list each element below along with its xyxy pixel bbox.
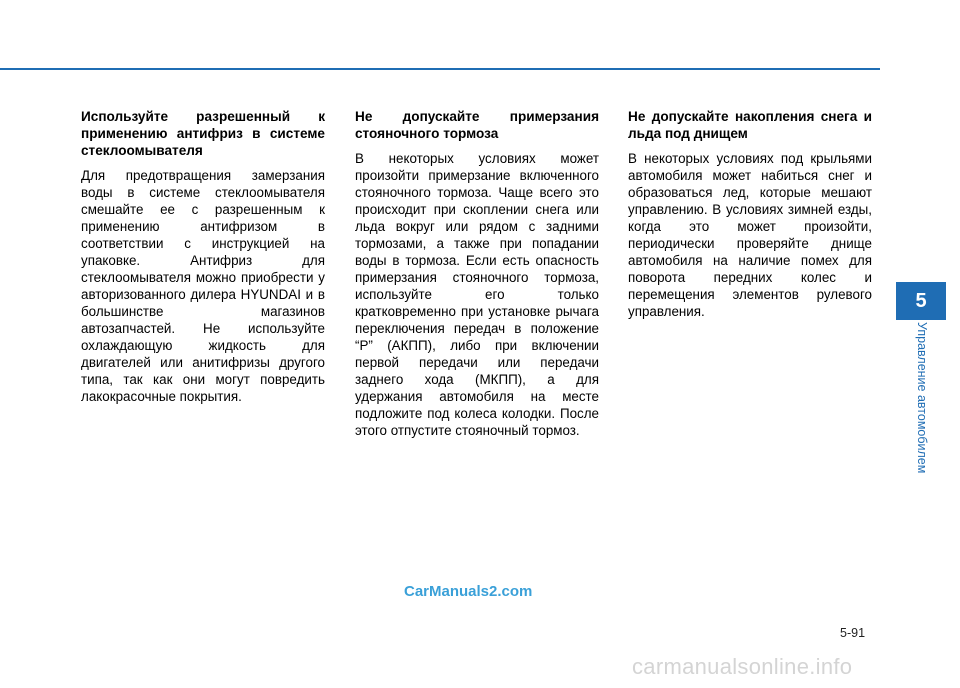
section-heading: Используйте разрешенный к применению антифриз в системе стеклоомывателя bbox=[81, 109, 325, 158]
section-body: В некоторых условиях может произойти примерзание включенного стояночного тормоза. Чаще всего это происходит при скоплении снега или льда вокруг или рядом с задними тормозами, а также при попадании воды в тормоза. Если есть опасность примерзания стояночного тормоза, используйте его только кратковременно при установке рычага переключения передач в положение “P” (АКПП), либо при включении первой передачи или передачи заднего хода (МКПП), а для удержания автомобиля на месте подложите под колеса колодки. После этого отпустите стояночный тормоз. bbox=[355, 151, 599, 438]
watermark-link[interactable]: CarManuals2.com bbox=[404, 583, 533, 600]
column-snow-ice bbox=[628, 108, 872, 320]
chapter-title: Управление автомобилем bbox=[915, 322, 929, 474]
section-heading: Не допускайте накопления снега и льда под днищем bbox=[628, 109, 872, 141]
top-rule bbox=[0, 68, 880, 70]
column-parking-brake bbox=[355, 108, 599, 439]
section-body: Для предотвращения замерзания воды в системе стеклоомывателя смешайте ее с разрешенным к применению антифризом в соответствии с инструкцией на упаковке. Антифриз для стеклоомывателя можно приобрести у авторизованного дилера HYUNDAI и в большинстве магазинов автозапчастей. Не используйте охлаждающую жидкость для двигателей или анитифризы другого типа, так как они могут повредить лакокрасочные покрытия. bbox=[81, 168, 325, 404]
page-number: 5-91 bbox=[840, 626, 866, 640]
footer-watermark: carmanualsonline.info bbox=[632, 654, 853, 679]
section-heading: Не допускайте примерзания стояночного тормоза bbox=[355, 109, 599, 141]
section-body: В некоторых условиях под крыльями автомобиля может набиться снег и образоваться лед, которые мешают управлению. В условиях зимней езды, когда это может произойти, периодически проверяйте днище автомобиля на наличие помех для поворота передних колес и перемещения элементов рулевого управления. bbox=[628, 151, 872, 319]
column-antifreeze bbox=[81, 108, 325, 405]
chapter-tab[interactable]: 5 bbox=[896, 282, 946, 320]
